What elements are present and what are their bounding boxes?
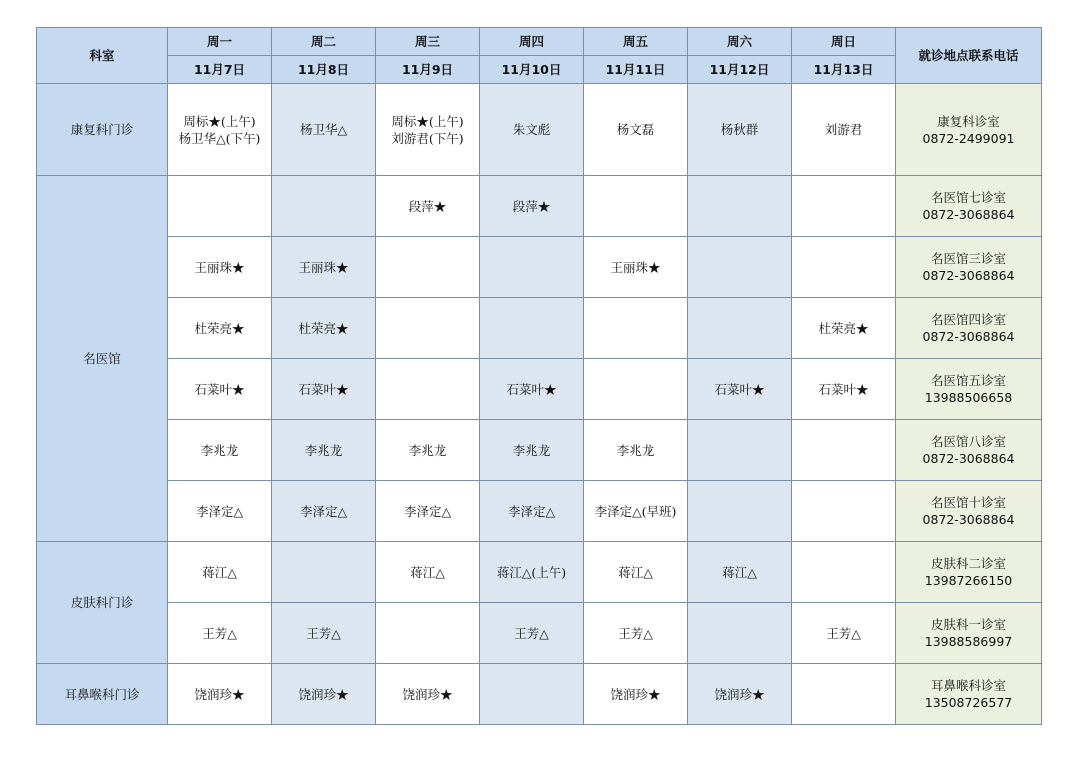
schedule-row [37, 542, 1042, 603]
doctor-name: 杜荣亮★ [194, 320, 245, 336]
doctor-cell [376, 237, 480, 298]
location-cell [896, 603, 1042, 664]
clinic-room: 名医馆七诊室 [930, 190, 1006, 205]
doctor-cell [168, 237, 272, 298]
doctor-cell [792, 603, 896, 664]
doctor-name: 饶润珍★ [298, 686, 349, 702]
doctor-name: 蒋江△ [202, 564, 237, 580]
schedule-row [37, 176, 1042, 237]
doctor-name: 石菜叶★ [194, 381, 245, 397]
doctor-cell [584, 420, 688, 481]
schedule-row [37, 359, 1042, 420]
schedule-row [37, 481, 1042, 542]
doctor-cell [584, 603, 688, 664]
location-cell [896, 176, 1042, 237]
contact-header: 就诊地点联系电话 [896, 28, 1042, 84]
day-header: 周四 [480, 28, 584, 56]
doctor-cell [376, 298, 480, 359]
clinic-room: 名医馆四诊室 [930, 312, 1006, 327]
doctor-name: 蒋江△ [722, 564, 757, 580]
phone-number: 0872-3068864 [922, 207, 1015, 222]
doctor-cell [272, 237, 376, 298]
doctor-cell [480, 603, 584, 664]
doctor-cell [688, 542, 792, 603]
date-header: 11月8日 [272, 56, 376, 84]
doctor-cell [272, 420, 376, 481]
department-cell: 皮肤科门诊 [37, 542, 168, 664]
doctor-cell [168, 542, 272, 603]
doctor-name: 李兆龙 [512, 442, 551, 458]
doctor-cell [480, 176, 584, 237]
clinic-room: 名医馆十诊室 [930, 495, 1006, 510]
doctor-cell [688, 359, 792, 420]
doctor-cell [480, 481, 584, 542]
doctor-cell [584, 237, 688, 298]
doctor-name: 杨秋群 [720, 122, 759, 137]
doctor-name: 周标★(上午) [183, 113, 256, 129]
doctor-cell [688, 481, 792, 542]
doctor-cell [480, 359, 584, 420]
doctor-name: 杨文磊 [616, 122, 655, 137]
location-cell [896, 542, 1042, 603]
doctor-cell [792, 542, 896, 603]
location-cell [896, 237, 1042, 298]
doctor-cell [688, 420, 792, 481]
doctor-name: 王芳△ [514, 625, 549, 641]
phone-number: 13987266150 [924, 573, 1013, 588]
schedule-row [37, 603, 1042, 664]
doctor-cell [168, 603, 272, 664]
dept-header: 科室 [37, 28, 168, 84]
doctor-cell [376, 420, 480, 481]
doctor-cell [480, 298, 584, 359]
clinic-room: 康复科诊室 [937, 113, 1000, 129]
doctor-cell [376, 603, 480, 664]
doctor-name: 杜荣亮★ [298, 320, 349, 336]
doctor-cell [168, 298, 272, 359]
doctor-cell [168, 481, 272, 542]
date-header: 11月13日 [792, 56, 896, 84]
day-header: 周二 [272, 28, 376, 56]
doctor-cell [792, 359, 896, 420]
day-header: 周一 [168, 28, 272, 56]
department-cell: 康复科门诊 [37, 84, 168, 176]
doctor-name: 李泽定△(早班) [594, 503, 677, 519]
schedule-row [37, 420, 1042, 481]
doctor-name: 王芳△ [306, 625, 341, 641]
doctor-cell [272, 84, 376, 176]
date-header: 11月7日 [168, 56, 272, 84]
doctor-cell [584, 298, 688, 359]
doctor-cell [480, 542, 584, 603]
schedule-row [37, 237, 1042, 298]
doctor-cell [168, 664, 272, 725]
date-header: 11月12日 [688, 56, 792, 84]
clinic-room: 名医馆八诊室 [930, 434, 1006, 449]
doctor-cell [272, 481, 376, 542]
doctor-name: 蒋江△ [410, 564, 445, 580]
doctor-name: 刘游君 [824, 122, 863, 137]
doctor-cell [480, 84, 584, 176]
day-header: 周日 [792, 28, 896, 56]
phone-number: 0872-3068864 [922, 268, 1015, 283]
doctor-cell [688, 298, 792, 359]
doctor-cell [584, 176, 688, 237]
location-cell [896, 664, 1042, 725]
doctor-name: 石菜叶★ [298, 381, 349, 397]
clinic-room: 皮肤科二诊室 [930, 556, 1006, 571]
date-header: 11月11日 [584, 56, 688, 84]
doctor-cell [272, 664, 376, 725]
doctor-name: 王芳△ [618, 625, 653, 641]
day-header: 周六 [688, 28, 792, 56]
doctor-cell [792, 84, 896, 176]
doctor-name: 石菜叶★ [506, 381, 557, 397]
doctor-cell [584, 664, 688, 725]
schedule-table [36, 27, 1042, 725]
schedule-row [37, 298, 1042, 359]
doctor-cell [688, 603, 792, 664]
doctor-cell [480, 420, 584, 481]
doctor-cell [792, 481, 896, 542]
doctor-cell [480, 237, 584, 298]
doctor-name: 段萍★ [408, 198, 447, 214]
doctor-cell [272, 359, 376, 420]
phone-number: 13988506658 [924, 390, 1013, 405]
doctor-name: 李兆龙 [408, 442, 447, 458]
clinic-room: 名医馆五诊室 [930, 373, 1006, 388]
schedule-body [37, 84, 1042, 725]
doctor-name: 饶润珍★ [402, 686, 453, 702]
doctor-cell [688, 84, 792, 176]
date-header: 11月9日 [376, 56, 480, 84]
location-cell [896, 84, 1042, 176]
doctor-name: 朱文彪 [512, 122, 551, 137]
doctor-name: 蒋江△ [618, 564, 653, 580]
doctor-cell [688, 664, 792, 725]
doctor-name: 王丽珠★ [194, 259, 245, 275]
clinic-room: 皮肤科一诊室 [930, 617, 1006, 632]
date-header: 11月10日 [480, 56, 584, 84]
doctor-cell [584, 481, 688, 542]
doctor-name: 周标★(上午) [391, 113, 464, 129]
doctor-cell [376, 84, 480, 176]
department-cell: 耳鼻喉科门诊 [37, 664, 168, 725]
doctor-cell [376, 542, 480, 603]
phone-number: 0872-3068864 [922, 329, 1015, 344]
doctor-name: 李兆龙 [304, 442, 343, 458]
doctor-cell [168, 176, 272, 237]
doctor-name: 杜荣亮★ [818, 320, 869, 336]
doctor-cell [272, 298, 376, 359]
doctor-cell [792, 237, 896, 298]
location-cell [896, 481, 1042, 542]
doctor-cell [376, 664, 480, 725]
doctor-cell [584, 84, 688, 176]
location-cell [896, 359, 1042, 420]
schedule-row [37, 84, 1042, 176]
doctor-name: 李泽定△ [299, 503, 348, 519]
doctor-name: 饶润珍★ [714, 686, 765, 702]
doctor-name: 石菜叶★ [714, 381, 765, 397]
phone-number: 0872-3068864 [922, 512, 1015, 527]
clinic-room: 耳鼻喉科诊室 [930, 678, 1006, 693]
doctor-cell [792, 176, 896, 237]
doctor-cell [168, 420, 272, 481]
doctor-name: 杨卫华△ [299, 122, 348, 137]
phone-number: 0872-2499091 [922, 130, 1015, 146]
location-cell [896, 420, 1042, 481]
doctor-cell [792, 420, 896, 481]
doctor-cell [376, 176, 480, 237]
doctor-name: 杨卫华△(下午) [178, 130, 261, 146]
phone-number: 13988586997 [924, 634, 1013, 649]
doctor-name: 刘游君(下午) [391, 130, 464, 146]
doctor-cell [792, 298, 896, 359]
doctor-name: 李泽定△ [195, 503, 244, 519]
department-cell: 名医馆 [37, 176, 168, 542]
doctor-cell [688, 237, 792, 298]
doctor-name: 王芳△ [826, 625, 861, 641]
doctor-cell [272, 542, 376, 603]
day-header: 周三 [376, 28, 480, 56]
location-cell [896, 298, 1042, 359]
doctor-cell [272, 603, 376, 664]
doctor-cell [376, 359, 480, 420]
doctor-name: 李兆龙 [616, 442, 655, 458]
doctor-name: 王芳△ [202, 625, 237, 641]
doctor-cell [168, 84, 272, 176]
doctor-name: 段萍★ [512, 198, 551, 214]
doctor-name: 李泽定△ [507, 503, 556, 519]
doctor-cell [376, 481, 480, 542]
day-header: 周五 [584, 28, 688, 56]
doctor-name: 李泽定△ [403, 503, 452, 519]
doctor-cell [688, 176, 792, 237]
doctor-cell [272, 176, 376, 237]
doctor-cell [584, 542, 688, 603]
doctor-name: 李兆龙 [200, 442, 239, 458]
doctor-name: 石菜叶★ [818, 381, 869, 397]
doctor-cell [792, 664, 896, 725]
doctor-cell [480, 664, 584, 725]
schedule-row [37, 664, 1042, 725]
phone-number: 13508726577 [924, 695, 1013, 710]
doctor-name: 饶润珍★ [610, 686, 661, 702]
doctor-name: 饶润珍★ [194, 686, 245, 702]
clinic-room: 名医馆三诊室 [930, 251, 1006, 266]
doctor-cell [168, 359, 272, 420]
doctor-cell [584, 359, 688, 420]
phone-number: 0872-3068864 [922, 451, 1015, 466]
doctor-name: 王丽珠★ [298, 259, 349, 275]
doctor-name: 王丽珠★ [610, 259, 661, 275]
doctor-name: 蒋江△(上午) [496, 564, 567, 580]
